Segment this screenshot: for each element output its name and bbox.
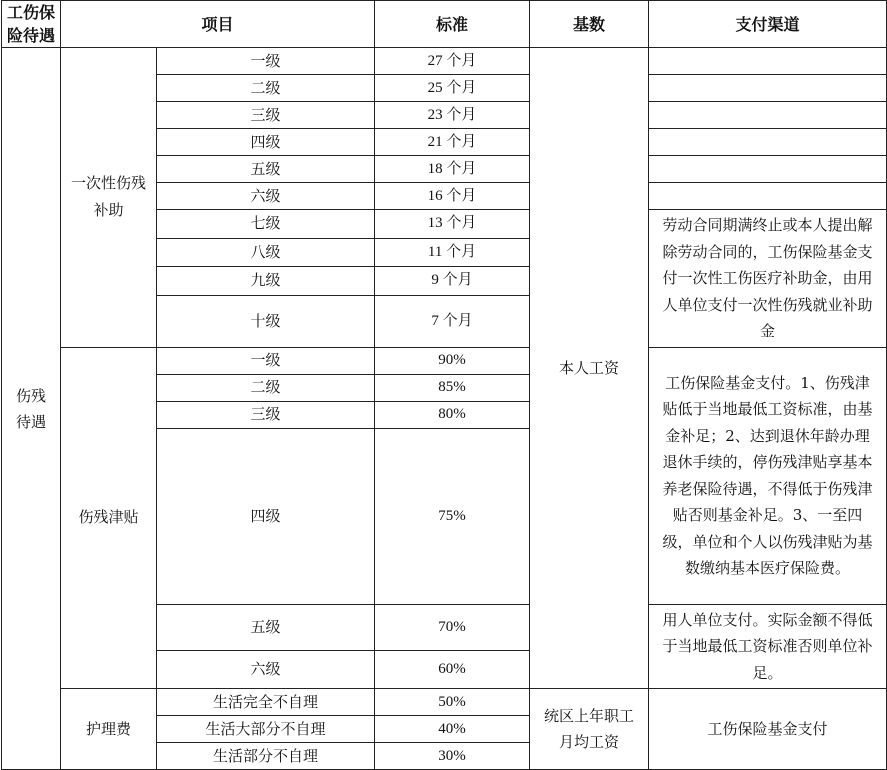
header-base: 基数 bbox=[530, 1, 649, 48]
standard-cell: 75% bbox=[375, 428, 530, 604]
item-cell: 生活部分不自理 bbox=[157, 743, 375, 770]
table-row bbox=[2, 689, 887, 716]
grade-cell: 九级 bbox=[157, 267, 375, 296]
grade-cell: 一级 bbox=[157, 48, 375, 75]
standard-cell: 9 个月 bbox=[375, 267, 530, 296]
grade-cell: 一级 bbox=[157, 347, 375, 374]
grade-cell: 四级 bbox=[157, 428, 375, 604]
table-row bbox=[2, 48, 887, 75]
allowance-label-cell: 伤残津贴 bbox=[61, 347, 157, 689]
standard-cell: 16 个月 bbox=[375, 183, 530, 210]
grade-cell: 五级 bbox=[157, 156, 375, 183]
payment-cell-empty bbox=[649, 156, 887, 183]
table-row bbox=[2, 347, 887, 374]
standard-cell: 7 个月 bbox=[375, 295, 530, 347]
grade-cell: 七级 bbox=[157, 210, 375, 239]
standard-cell: 27 个月 bbox=[375, 48, 530, 75]
standard-cell: 11 个月 bbox=[375, 238, 530, 267]
grade-cell: 三级 bbox=[157, 401, 375, 428]
payment-cell-empty bbox=[649, 183, 887, 210]
payment-cell-allowance-5-6: 用人单位支付。实际金额不得低于当地最低工资标准否则单位补足。 bbox=[649, 604, 887, 689]
payment-cell-empty bbox=[649, 129, 887, 156]
standard-cell: 90% bbox=[375, 347, 530, 374]
standard-cell: 85% bbox=[375, 374, 530, 401]
lump-sum-label-cell bbox=[61, 48, 157, 348]
grade-cell: 八级 bbox=[157, 238, 375, 267]
category-cell bbox=[2, 48, 61, 770]
standard-cell: 18 个月 bbox=[375, 156, 530, 183]
standard-cell: 80% bbox=[375, 401, 530, 428]
item-cell: 生活完全不自理 bbox=[157, 689, 375, 716]
standard-cell: 40% bbox=[375, 716, 530, 743]
standard-cell: 13 个月 bbox=[375, 210, 530, 239]
nursing-payment-cell: 工伤保险基金支付 bbox=[649, 689, 887, 770]
standard-cell: 25 个月 bbox=[375, 75, 530, 102]
standard-cell: 60% bbox=[375, 651, 530, 689]
benefits-table bbox=[1, 0, 887, 770]
grade-cell: 六级 bbox=[157, 183, 375, 210]
payment-cell-empty bbox=[649, 102, 887, 129]
header-benefit: 工伤保险待遇 bbox=[2, 1, 61, 48]
grade-cell: 二级 bbox=[157, 374, 375, 401]
header-payment: 支付渠道 bbox=[649, 1, 887, 48]
standard-cell: 23 个月 bbox=[375, 102, 530, 129]
payment-cell-empty bbox=[649, 48, 887, 75]
standard-cell: 30% bbox=[375, 743, 530, 770]
item-cell: 生活大部分不自理 bbox=[157, 716, 375, 743]
grade-cell: 六级 bbox=[157, 651, 375, 689]
payment-cell-allowance-1-4: 工伤保险基金支付。1、伤残津贴低于当地最低工资标准，由基金补足；2、达到退休年龄办理退休手续的，停伤残津贴享基本养老保险待遇，不得低于伤残津贴否则基金补足。3、一至四级，单位和个人以伤残津贴为基数缴纳基本医疗保险费。 bbox=[649, 347, 887, 604]
nursing-base-text: 统区上年职工月均工资 bbox=[544, 707, 635, 751]
grade-cell: 四级 bbox=[157, 129, 375, 156]
standard-cell: 21 个月 bbox=[375, 129, 530, 156]
header-item: 项目 bbox=[61, 1, 375, 48]
category-label: 伤残待遇 bbox=[15, 386, 46, 431]
base-cell: 本人工资 bbox=[530, 48, 649, 689]
payment-cell-empty bbox=[649, 75, 887, 102]
header-row bbox=[2, 1, 887, 48]
nursing-base-cell bbox=[530, 689, 649, 770]
header-standard: 标准 bbox=[375, 1, 530, 48]
grade-cell: 十级 bbox=[157, 295, 375, 347]
grade-cell: 五级 bbox=[157, 604, 375, 651]
nursing-label-cell: 护理费 bbox=[61, 689, 157, 770]
grade-cell: 三级 bbox=[157, 102, 375, 129]
payment-cell-lump-sum: 劳动合同期满终止或本人提出解除劳动合同的，工伤保险基金支付一次性工伤医疗补助金，由用人单位支付一次性伤残就业补助金 bbox=[649, 210, 887, 348]
standard-cell: 50% bbox=[375, 689, 530, 716]
grade-cell: 二级 bbox=[157, 75, 375, 102]
standard-cell: 70% bbox=[375, 604, 530, 651]
lump-sum-label: 一次性伤残补助 bbox=[70, 174, 146, 220]
